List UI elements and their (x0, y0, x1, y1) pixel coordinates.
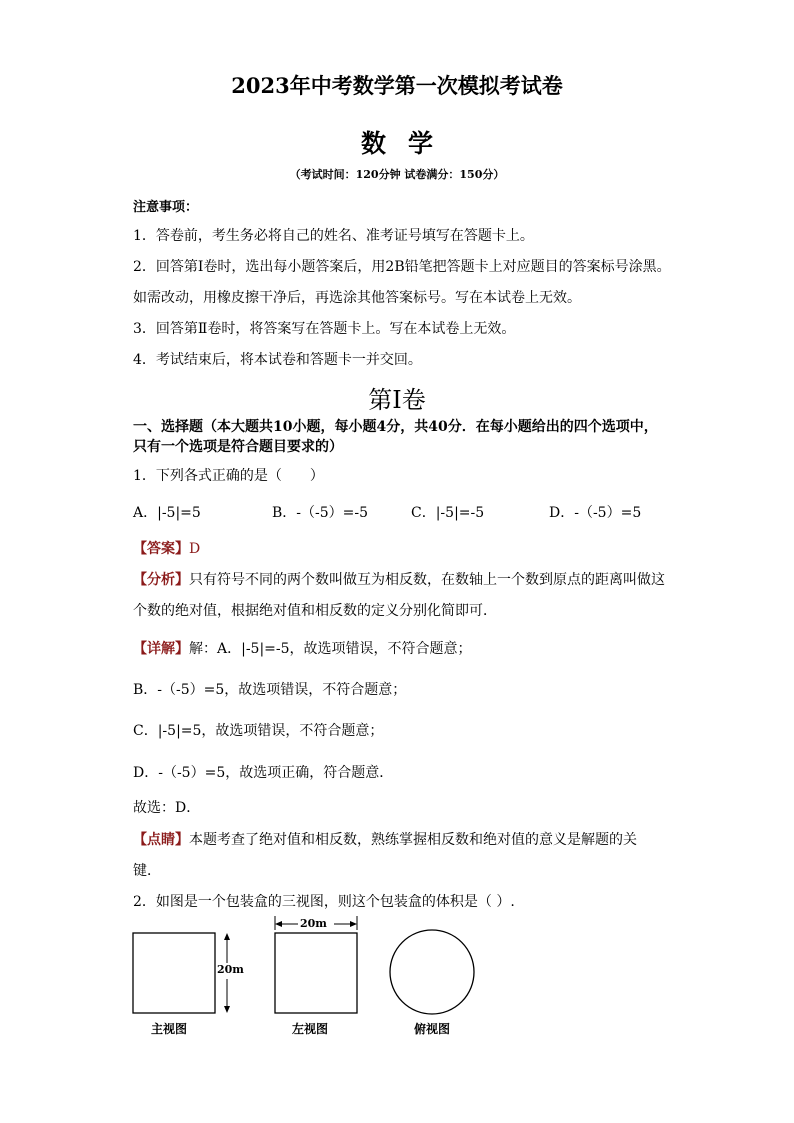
q1-stem: 1．下列各式正确的是（ ） (133, 468, 324, 484)
note-item: 2．回答第Ⅰ卷时，选出每小题答案后，用2B铅笔把答题卡上对应题目的答案标号涂黑。 (133, 259, 671, 275)
notes-title: 注意事项： (133, 200, 199, 215)
answer-value: D (189, 541, 201, 557)
subject-title: 数学 (360, 129, 455, 158)
side-view-label: 左视图 (292, 1022, 329, 1036)
q1-detail-line3: C．|-5|=5，故选项错误，不符合题意； (133, 723, 384, 739)
comment-label: 【点睛】 (133, 832, 189, 848)
section-intro-line2: 只有一个选项是符合题目要求的） (133, 439, 343, 455)
top-view-label: 俯视图 (414, 1022, 451, 1036)
answer-label: 【答案】 (133, 541, 189, 557)
q1-detail-line1 (133, 638, 472, 658)
q1-detail-line4: D．-（-5）=5，故选项正确，符合题意． (133, 765, 394, 781)
q1-detail-line2: B．-（-5）=5，故选项错误，不符合题意； (133, 682, 407, 698)
side-view-dimension: 20m (300, 917, 327, 930)
q1-choice: 故选：D． (133, 800, 201, 816)
q1-comment-line2: 键． (133, 863, 161, 879)
front-view-label: 主视图 (151, 1022, 188, 1036)
analysis-text: 只有符号不同的两个数叫做互为相反数，在数轴上一个数到原点的距离叫做这 (189, 572, 665, 588)
q1-comment-line1 (133, 829, 637, 849)
q1-option-d: D．-（-5）=5 (549, 505, 642, 521)
q1-answer (133, 538, 200, 558)
q2-stem: 2．如图是一个包装盒的三视图，则这个包装盒的体积是（ ）. (133, 894, 515, 910)
exam-info: （考试时间：120分钟 试卷满分：150分） (289, 168, 505, 181)
front-view-dimension: 20m (217, 963, 244, 976)
q1-analysis-line1 (133, 569, 665, 589)
note-item: 4．考试结束后，将本试卷和答题卡一并交回。 (133, 352, 422, 368)
note-item: 如需改动，用橡皮擦干净后，再选涂其他答案标号。写在本试卷上无效。 (133, 290, 581, 306)
q1-option-b: B．-（-5）=-5 (272, 505, 369, 521)
section-intro-line1: 一、选择题（本大题共10小题，每小题4分，共40分．在每小题给出的四个选项中， (133, 419, 658, 435)
q1-analysis-line2: 个数的绝对值，根据绝对值和相反数的定义分别化简即可． (133, 603, 497, 619)
detail-text: 解：A．|-5|=-5，故选项错误，不符合题意； (189, 641, 472, 657)
exam-title: 2023年中考数学第一次模拟考试卷 (231, 73, 563, 98)
section-title: 第Ⅰ卷 (368, 386, 426, 414)
detail-label: 【详解】 (133, 641, 189, 657)
q1-option-a: A．|-5|=5 (133, 505, 201, 521)
comment-text: 本题考查了绝对值和相反数，熟练掌握相反数和绝对值的意义是解题的关 (189, 832, 637, 848)
q1-option-c: C．|-5|=-5 (411, 505, 485, 521)
analysis-label: 【分析】 (133, 572, 189, 588)
top-view-figure (386, 926, 480, 1016)
note-item: 1．答卷前，考生务必将自己的姓名、准考证号填写在答题卡上。 (133, 228, 534, 244)
note-item: 3．回答第Ⅱ卷时，将答案写在答题卡上。写在本试卷上无效。 (133, 321, 516, 337)
